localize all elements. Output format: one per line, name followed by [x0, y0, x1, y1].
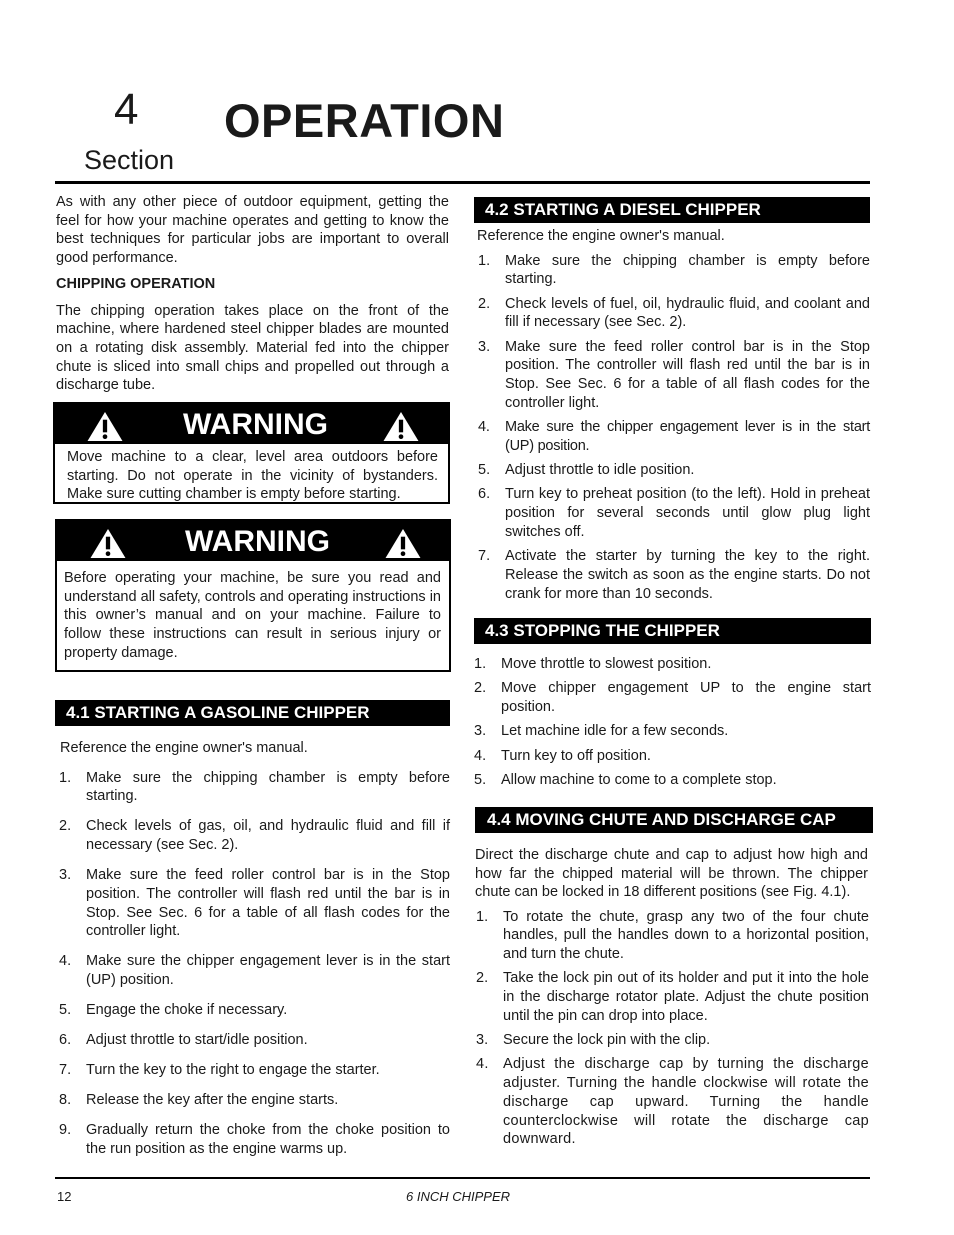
warning-title: WARNING	[185, 525, 330, 558]
warning-box-1	[53, 402, 450, 504]
diesel-steps	[474, 252, 870, 604]
list-item: 5. Adjust throttle to idle position.	[478, 462, 695, 479]
list-item: 1. To rotate the chute, grasp any two of the four chute handles, pull the handles down to a horizontal position, and turn the chute.	[476, 908, 869, 963]
chute-steps	[475, 908, 869, 1149]
list-item: 8. Release the key after the engine starts.	[59, 1091, 339, 1108]
list-item: 3. Make sure the feed roller control bar is in the Stop position. The controller will flash red until the bar is in Stop. See Sec. 6 for a table of all flash codes for the controller light.	[478, 338, 870, 411]
diesel-reference: Reference the engine owner's manual.	[477, 228, 725, 244]
list-item: 5. Engage the choke if necessary.	[59, 1001, 288, 1018]
warning-text: Before operating your machine, be sure you read and understand all safety, controls and operating instructions in this owner’s manual and on your machine. Failure to follow these instructions can result in serious injury or property damage.	[64, 570, 441, 661]
warning-triangle-icon	[383, 527, 423, 560]
list-item: 1. Move throttle to slowest position.	[474, 656, 712, 672]
section-number: 4	[114, 85, 139, 134]
section-label: Section	[84, 145, 175, 175]
list-item: 2. Take the lock pin out of its holder and put it into the hole in the discharge rotator plate. Adjust the chute position until the pin can drop into place.	[476, 970, 869, 1024]
list-item: 5. Allow machine to come to a complete stop.	[474, 771, 777, 788]
list-item: 9. Gradually return the choke from the choke position to the run position as the engine warms up.	[59, 1121, 450, 1157]
gasoline-reference: Reference the engine owner's manual.	[60, 740, 308, 756]
warning-title: WARNING	[183, 408, 328, 441]
gasoline-heading: 4.1 STARTING A GASOLINE CHIPPER	[55, 700, 450, 726]
page-title: OPERATION	[224, 94, 505, 147]
page-number: 12	[57, 1189, 72, 1204]
footer-rule	[55, 1177, 870, 1179]
stopping-steps	[474, 655, 871, 790]
list-item: 4. Make sure the chipper engagement lever is in the start (UP) position.	[59, 953, 450, 988]
list-item: 1. Make sure the chipping chamber is empty before starting.	[478, 252, 870, 288]
footer-product-name: 6 INCH CHIPPER	[406, 1189, 511, 1204]
list-item: 2. Move chipper engagement UP to the engine start position.	[474, 680, 871, 715]
left-column-intro	[56, 193, 449, 395]
chipping-operation-heading: CHIPPING OPERATION	[56, 275, 216, 292]
list-item: 2. Check levels of gas, oil, and hydraulic fluid and fill if necessary (see Sec. 2).	[59, 818, 450, 854]
warning-box-2	[55, 519, 451, 672]
chipping-operation-paragraph: The chipping operation takes place on the front of the machine, where hardened steel chipper blades are mounted on a rotating disk assembly. Material fed into the chipper chute is sliced into small chips and propelled out through a discharge tube.	[56, 302, 449, 394]
gasoline-steps	[55, 769, 450, 1159]
list-item: 3. Let machine idle for a few seconds.	[474, 723, 729, 740]
stopping-heading: 4.3 STOPPING THE CHIPPER	[474, 618, 871, 644]
header-rule	[55, 181, 870, 184]
chute-intro: Direct the discharge chute and cap to adjust how high and how far the chipped material will be thrown. The chipper chute can be locked in 18 different positions (see Fig. 4.1).	[475, 847, 868, 901]
chute-heading: 4.4 MOVING CHUTE AND DISCHARGE CAP	[475, 807, 873, 833]
list-item: 4. Adjust the discharge cap by turning the discharge adjuster. Turning the handle clockwise will rotate the discharge cap upward. Turning the handle counterclockwise will rotate the discharge cap downward.	[476, 1056, 869, 1148]
section-diesel	[474, 197, 870, 603]
warning-text: Move machine to a clear, level area outdoors before starting. Do not operate in the vicinity of bystanders. Make sure cutting chamber is empty before starting.	[67, 449, 438, 503]
list-item: 1. Make sure the chipping chamber is empty before starting.	[59, 769, 450, 805]
list-item: 7. Activate the starter by turning the key to the right. Release the switch as soon as the engine starts. Do not crank for more than 10 seconds.	[478, 548, 870, 602]
section-stopping	[474, 618, 871, 790]
list-item: 3. Make sure the feed roller control bar is in the Stop position. The controller will flash red until the bar is in Stop. See Sec. 6 for a table of all flash codes for the controller light.	[59, 867, 450, 940]
warning-header	[55, 404, 448, 444]
section-gasoline	[55, 700, 450, 1158]
diesel-heading: 4.2 STARTING A DIESEL CHIPPER	[474, 197, 870, 223]
warning-triangle-icon	[88, 527, 128, 560]
section-chute	[475, 807, 873, 1149]
list-item: 6. Turn key to preheat position (to the left). Hold in preheat position for several seconds until glow plug light switches off.	[478, 486, 870, 540]
list-item: 4. Turn key to off position.	[474, 747, 651, 764]
warning-header	[57, 521, 449, 561]
warning-triangle-icon	[85, 410, 125, 443]
list-item: 3. Secure the lock pin with the clip.	[476, 1032, 711, 1049]
list-item: 4. Make sure the chipper engagement lever is in the start (UP) position.	[478, 419, 870, 454]
intro-paragraph: As with any other piece of outdoor equipment, getting the feel for how your machine operates and getting to know the best techniques for particular jobs are important to overall good performance.	[56, 194, 449, 267]
list-item: 6. Adjust throttle to start/idle position.	[59, 1031, 308, 1048]
warning-triangle-icon	[381, 410, 421, 443]
list-item: 7. Turn the key to the right to engage the starter.	[59, 1061, 380, 1078]
list-item: 2. Check levels of fuel, oil, hydraulic fluid, and coolant and fill if necessary (see Sec. 2).	[478, 295, 870, 331]
